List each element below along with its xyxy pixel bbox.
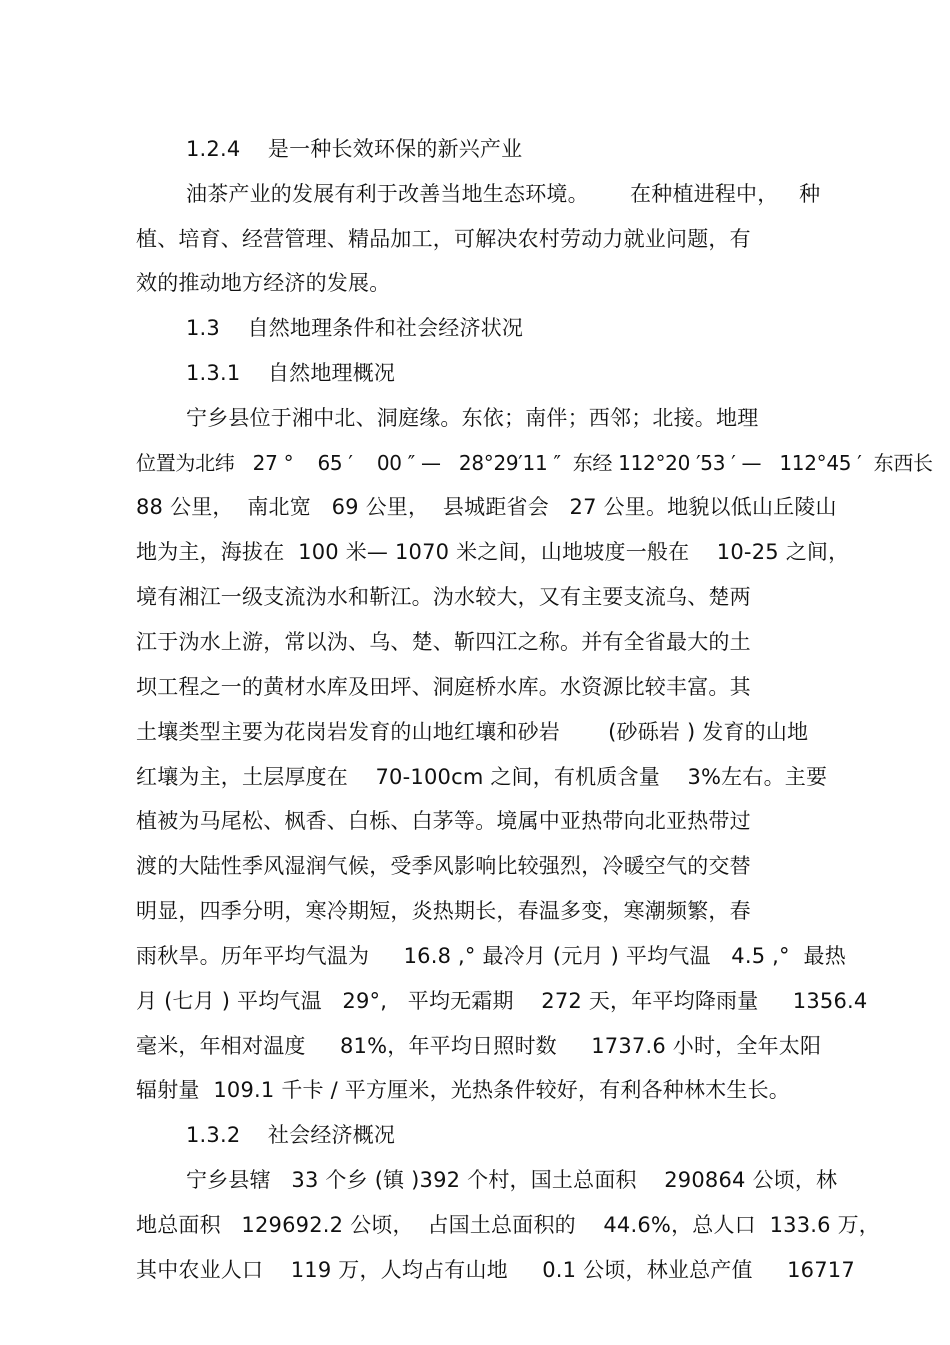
paragraph-line: 效的推动地方经济的发展。 xyxy=(136,271,391,295)
paragraph-line: 雨秋旱。历年平均气温为 16.8 ,° 最冷月 (元月 ) 平均气温 4.5 ,° 最热 xyxy=(136,944,846,968)
paragraph-line: 辐射量 109.1 千卡 / 平方厘米，光热条件较好，有利各种林木生长。 xyxy=(136,1078,790,1102)
paragraph-line: 植、培育、经营管理、精品加工，可解决农村劳动力就业问题，有 xyxy=(136,227,751,251)
paragraph-line: 宁乡县位于湘中北、洞庭缘。东依；南伴；西邻；北接。地理 xyxy=(186,406,759,430)
paragraph-line: 宁乡县辖 33 个乡 (镇 )392 个村，国土总面积 290864 公顷，林 xyxy=(186,1168,838,1192)
paragraph-line: 植被为马尾松、枫香、白栎、白茅等。境属中亚热带向北亚热带过 xyxy=(136,809,751,833)
heading-1-3: 1.3 自然地理条件和社会经济状况 xyxy=(186,316,524,340)
paragraph-line: 江于沩水上游，常以沩、乌、楚、靳四江之称。并有全省最大的土 xyxy=(136,630,751,654)
heading-1-3-1: 1.3.1 自然地理概况 xyxy=(186,361,396,385)
paragraph-line: 地总面积 129692.2 公顷， 占国土总面积的 44.6%，总人口 133.6 万， xyxy=(136,1213,881,1237)
paragraph-line: 明显，四季分明，寒冷期短，炎热期长，春温多变，寒潮频繁，春 xyxy=(136,899,751,923)
paragraph-line: 坝工程之一的黄材水库及田坪、洞庭桥水库。水资源比较丰富。其 xyxy=(136,675,751,699)
paragraph-line: 油茶产业的发展有利于改善当地生态环境。 在种植进程中， 种 xyxy=(186,182,821,206)
paragraph-line: 毫米，年相对温度 81%，年平均日照时数 1737.6 小时，全年太阳 xyxy=(136,1034,822,1058)
paragraph-line: 88 公里， 南北宽 69 公里， 县城距省会 27 公里。地貌以低山丘陵山 xyxy=(136,495,837,519)
paragraph-line: 地为主，海拔在 100 米— 1070 米之间，山地坡度一般在 10-25 之间， xyxy=(136,540,850,564)
paragraph-line: 境有湘江一级支流沩水和靳江。沩水较大，又有主要支流乌、楚两 xyxy=(136,585,751,609)
paragraph-line: 其中农业人口 119 万，人均占有山地 0.1 公顷，林业总产值 16717 xyxy=(136,1258,855,1282)
heading-1-3-2: 1.3.2 社会经济概况 xyxy=(186,1123,396,1147)
paragraph-line: 红壤为主，土层厚度在 70-100cm 之间，有机质含量 3%左右。主要 xyxy=(136,765,828,789)
paragraph-line: 土壤类型主要为花岗岩发育的山地红壤和砂岩 (砂砾岩 ) 发育的山地 xyxy=(136,720,809,744)
paragraph-line: 位置为北纬 27 ° 65 ′ 00 ″ — 28°29′11 ″ 东经 112°20 ′53 ′ — 112°45 ′ 东西长 xyxy=(136,451,933,475)
paragraph-line: 月 (七月 ) 平均气温 29°, 平均无霜期 272 天，年平均降雨量 1356.4 xyxy=(136,989,868,1013)
paragraph-line: 渡的大陆性季风湿润气候，受季风影响比较强烈，冷暖空气的交替 xyxy=(136,854,751,878)
heading-1-2-4: 1.2.4 是一种长效环保的新兴产业 xyxy=(186,137,523,161)
